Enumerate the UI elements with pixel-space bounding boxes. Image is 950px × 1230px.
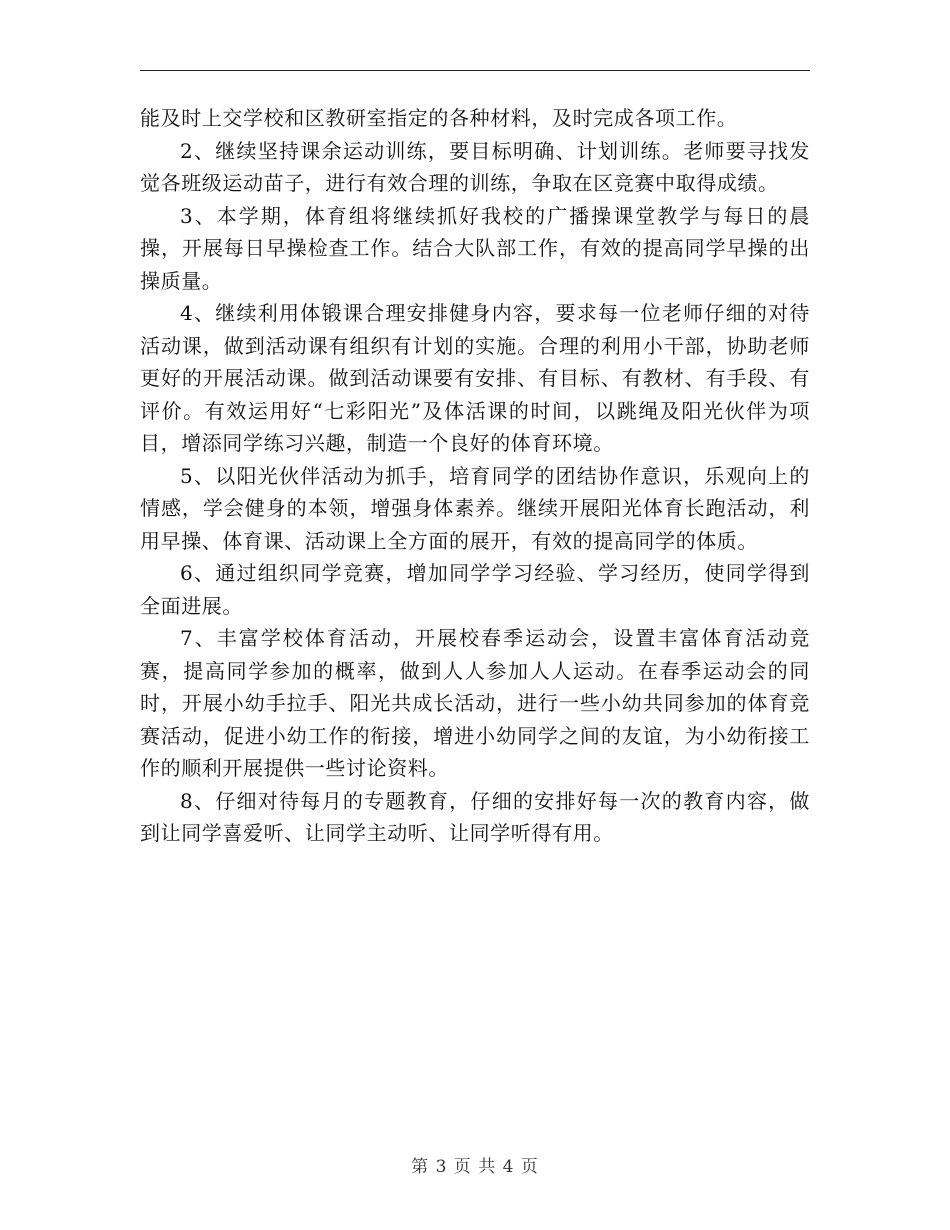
paragraph-continuation: 能及时上交学校和区教研室指定的各种材料，及时完成各项工作。 bbox=[140, 106, 738, 130]
page-number-footer: 第 3 页 共 4 页 bbox=[411, 1157, 539, 1177]
document-body bbox=[140, 102, 810, 850]
paragraph-item-3: 3、本学期，体育组将继续抓好我校的广播操课堂教学与每日的晨操，开展每日早操检查工作。结合大队部工作，有效的提高同学早操的出操质量。 bbox=[140, 203, 810, 293]
paragraph-item-6: 6、通过组织同学竞赛，增加同学学习经验、学习经历，使同学得到全面进展。 bbox=[140, 561, 810, 618]
header-rule bbox=[140, 70, 810, 71]
paragraph-item-2: 2、继续坚持课余运动训练，要目标明确、计划训练。老师要寻找发觉各班级运动苗子，进行有效合理的训练，争取在区竞赛中取得成绩。 bbox=[140, 138, 810, 195]
paragraph-item-5: 5、以阳光伙伴活动为抓手，培育同学的团结协作意识，乐观向上的情感，学会健身的本领，增强身体素养。继续开展阳光体育长跑活动，利用早操、体育课、活动课上全方面的展开，有效的提高同学的体质。 bbox=[140, 463, 810, 553]
paragraph-item-7: 7、丰富学校体育活动，开展校春季运动会，设置丰富体育活动竞赛，提高同学参加的概率，做到人人参加人人运动。在春季运动会的同时，开展小幼手拉手、阳光共成长活动，进行一些小幼共同参加的体育竞赛活动，促进小幼工作的衔接，增进小幼同学之间的友谊，为小幼衔接工作的顺利开展提供一些讨论资料。 bbox=[140, 626, 810, 780]
paragraph-item-8: 8、仔细对待每月的专题教育，仔细的安排好每一次的教育内容，做到让同学喜爱听、让同学主动听、让同学听得有用。 bbox=[140, 788, 810, 845]
paragraph-item-4: 4、继续利用体锻课合理安排健身内容，要求每一位老师仔细的对待活动课，做到活动课有组织有计划的实施。合理的利用小干部，协助老师更好的开展活动课。做到活动课要有安排、有目标、有教材、有手段、有评价。有效运用好“七彩阳光”及体活课的时间，以跳绳及阳光伙伴为项目，增添同学练习兴趣，制造一个良好的体育环境。 bbox=[140, 301, 810, 455]
